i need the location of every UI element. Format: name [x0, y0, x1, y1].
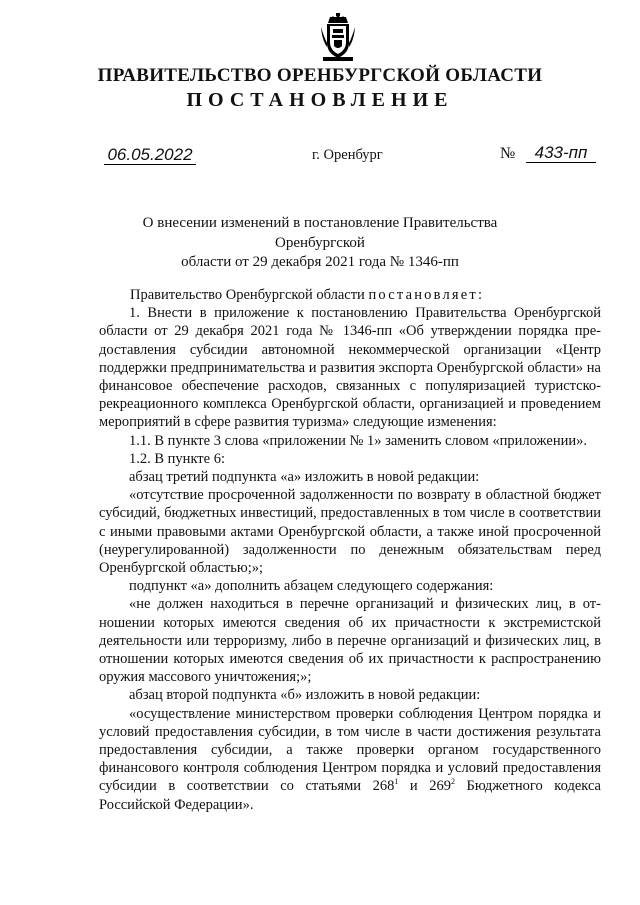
paragraph-quote-3: [99, 705, 601, 814]
subject-line-2: области от 29 декабря 2021 года № 1346-пп: [181, 254, 459, 270]
document-date: 06.05.2022: [104, 146, 196, 165]
superscript-2: 2: [450, 777, 455, 787]
preamble-verb: постановляет: [368, 287, 478, 303]
paragraph-subpoint-b: абзац второй подпункта «б» изложить в новой редакции:: [129, 687, 481, 704]
paragraph-subpoint-a-add: подпункт «а» дополнить абзацем следующего содержания:: [129, 578, 494, 595]
organization-name: ПРАВИТЕЛЬСТВО ОРЕНБУРГСКОЙ ОБЛАСТИ: [97, 65, 543, 86]
paragraph-1-1: 1.1. В пункте 3 слова «приложении № 1» заменить словом «приложении».: [129, 432, 587, 449]
preamble: [99, 286, 601, 304]
paragraph-1-2: 1.2. В пункте 6:: [129, 450, 225, 467]
preamble-text: Правительство Оренбургской области: [130, 287, 369, 303]
paragraph-quote-2: «не должен находиться в перечне организаций и физических лиц, в отношении которых имеются сведения об их причастности к экстремистской деятельности или терроризму, либо в перечне организаций и физических лиц, в отношении которых имеются сведения об их причастности к распространению оружия массового уничтожения;»;: [99, 596, 601, 686]
quote-3-text-b: и 269: [398, 778, 451, 795]
document-subject: [100, 214, 540, 273]
quote-3-text-a: «осуществление министерством проверки соблюдения Центром порядка и условий предоставления субсидии, в том числе в части достижения результата предоставления субсидии, а также проверки органом государственного финансового контроля соблюдения Центром порядка и условий предоставления субсидии в соответствии со статьями 268: [99, 705, 601, 795]
document-type: ПОСТАНОВЛЕНИЕ: [186, 89, 454, 111]
document-body: [99, 286, 601, 814]
coat-of-arms-icon: [321, 13, 355, 63]
paragraph-quote-1: «отсутствие просроченной задолженности по возврату в областной бюджет субсидий, бюджетных инвестиций, предоставленных в том числе в соответствии с иными правовыми актами Оренбургской области, а также иной просроченной (неурегулированной) задолженности по денежным обязательствам перед Оренбургской областью;»;: [99, 487, 601, 577]
paragraph-1: 1. Внести в приложение к постановлению Правительства Оренбургской области от 29 декабря 2021 года № 1346-пп «Об утверждении порядка предоставления субсидии автономной некоммерческой организации «Центр поддержки предпринимательства и развития экспорта Оренбургской области» на финансовое обеспечение расходов, связанных с популяризацией туристско-рекреационного комплекса Оренбургской области, организацией и проведением мероприятий в сфере развития туризма» следующие изменения:: [99, 305, 601, 431]
document-number: 433-пп: [526, 144, 596, 163]
preamble-colon: :: [477, 287, 482, 303]
quote-3-text-c: Бюджетного кодекса Российской Федерации».: [99, 778, 601, 813]
number-label: №: [500, 145, 516, 162]
paragraph-subpoint-a: абзац третий подпункта «а» изложить в новой редакции:: [129, 469, 480, 486]
superscript-1: 1: [394, 777, 399, 787]
document-city: г. Оренбург: [312, 147, 383, 163]
subject-line-1: О внесении изменений в постановление Правительства Оренбургской: [142, 215, 498, 251]
